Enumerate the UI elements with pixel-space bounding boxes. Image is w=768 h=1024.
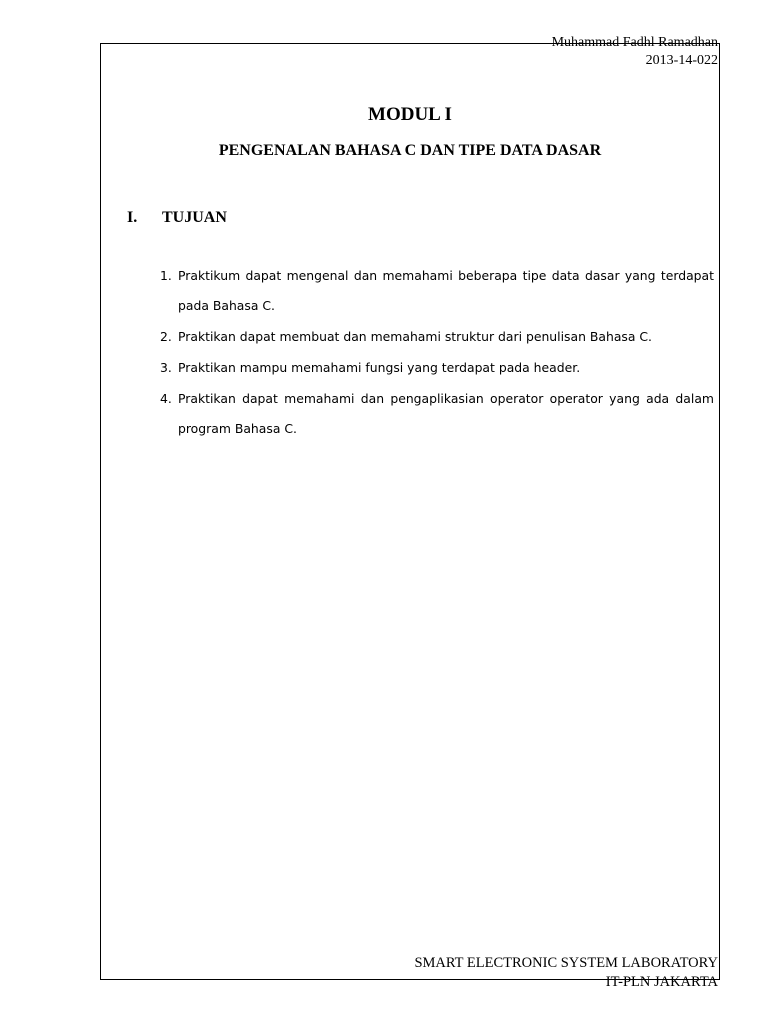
list-item bbox=[160, 322, 714, 352]
objectives-list bbox=[160, 261, 714, 445]
list-item bbox=[160, 353, 714, 383]
footer-lab-name: SMART ELECTRONIC SYSTEM LABORATORY bbox=[414, 955, 718, 971]
document-subtitle: PENGENALAN BAHASA C DAN TIPE DATA DASAR bbox=[218, 142, 602, 159]
author-header bbox=[552, 34, 718, 70]
list-item bbox=[160, 261, 714, 321]
document-title: MODUL I bbox=[368, 104, 452, 125]
list-item-number: 4. bbox=[160, 391, 172, 406]
section-title: TUJUAN bbox=[162, 209, 227, 226]
list-item bbox=[160, 384, 714, 444]
page-border bbox=[100, 43, 720, 980]
author-id: 2013-14-022 bbox=[645, 53, 718, 68]
list-item-text: Praktikan mampu memahami fungsi yang terdapat pada header. bbox=[178, 360, 581, 375]
list-item-number: 2. bbox=[160, 329, 172, 344]
list-item-number: 3. bbox=[160, 360, 172, 375]
footer bbox=[414, 954, 718, 992]
list-item-text: Praktikan dapat memahami dan pengaplikasian operator operator yang ada dalam program Bahasa C. bbox=[178, 391, 714, 436]
footer-institution: IT-PLN JAKARTA bbox=[605, 974, 718, 990]
list-item-text: Praktikan dapat membuat dan memahami struktur dari penulisan Bahasa C. bbox=[178, 329, 652, 344]
author-name: Muhammad Fadhl Ramadhan bbox=[551, 35, 718, 50]
list-item-text: Praktikum dapat mengenal dan memahami beberapa tipe data dasar yang terdapat pada Bahasa C. bbox=[178, 268, 714, 313]
section-number: I. bbox=[127, 209, 138, 226]
section-heading bbox=[127, 207, 227, 229]
list-item-number: 1. bbox=[160, 268, 172, 283]
